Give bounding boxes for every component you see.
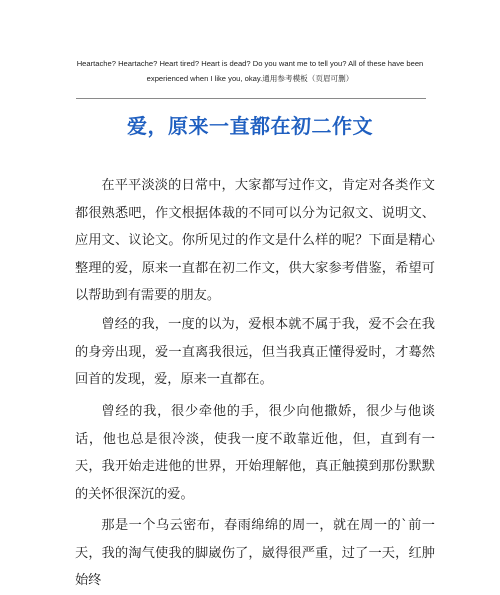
header-line-2: experienced when I like you, okay.通用参考模板（页眉可删） [146, 74, 354, 83]
document-title: 爱，原来一直都在初二作文 [127, 114, 373, 138]
body-paragraph: 那是一个乌云密布，春雨绵绵的周一，就在周一的`前一天，我的淘气使我的脚崴伤了，崴得很严重，过了一天，红肿始终 [75, 518, 435, 588]
header-line-1: Heartache? Heartache? Heart tired? Heart is dead? Do you want me to tell you? All of these have been [76, 59, 424, 68]
body-paragraph: 曾经的我，很少牵他的手，很少向他撒娇，很少与他谈话，他也总是很冷淡，使我一度不敢靠近他，但，直到有一天，我开始走进他的世界，开始理解他，真正触摸到那份默默的关怀很深沉的爱。 [75, 404, 435, 502]
header-divider [76, 98, 426, 99]
page-header [60, 56, 440, 86]
body-paragraph: 曾经的我，一度的以为，爱根本就不属于我，爱不会在我的身旁出现，爱一直离我很远，但当我真正懂得爱时，才蓦然回首的发现，爱，原来一直都在。 [75, 317, 435, 387]
body-paragraph: 在平平淡淡的日常中，大家都写过作文，肯定对各类作文都很熟悉吧，作文根据体裁的不同可以分为记叙文、说明文、应用文、议论文。你所见过的作文是什么样的呢？下面是精心整理的爱，原来一直都在初二作文，供大家参考借鉴，希望可以帮助到有需要的朋友。 [75, 178, 435, 303]
